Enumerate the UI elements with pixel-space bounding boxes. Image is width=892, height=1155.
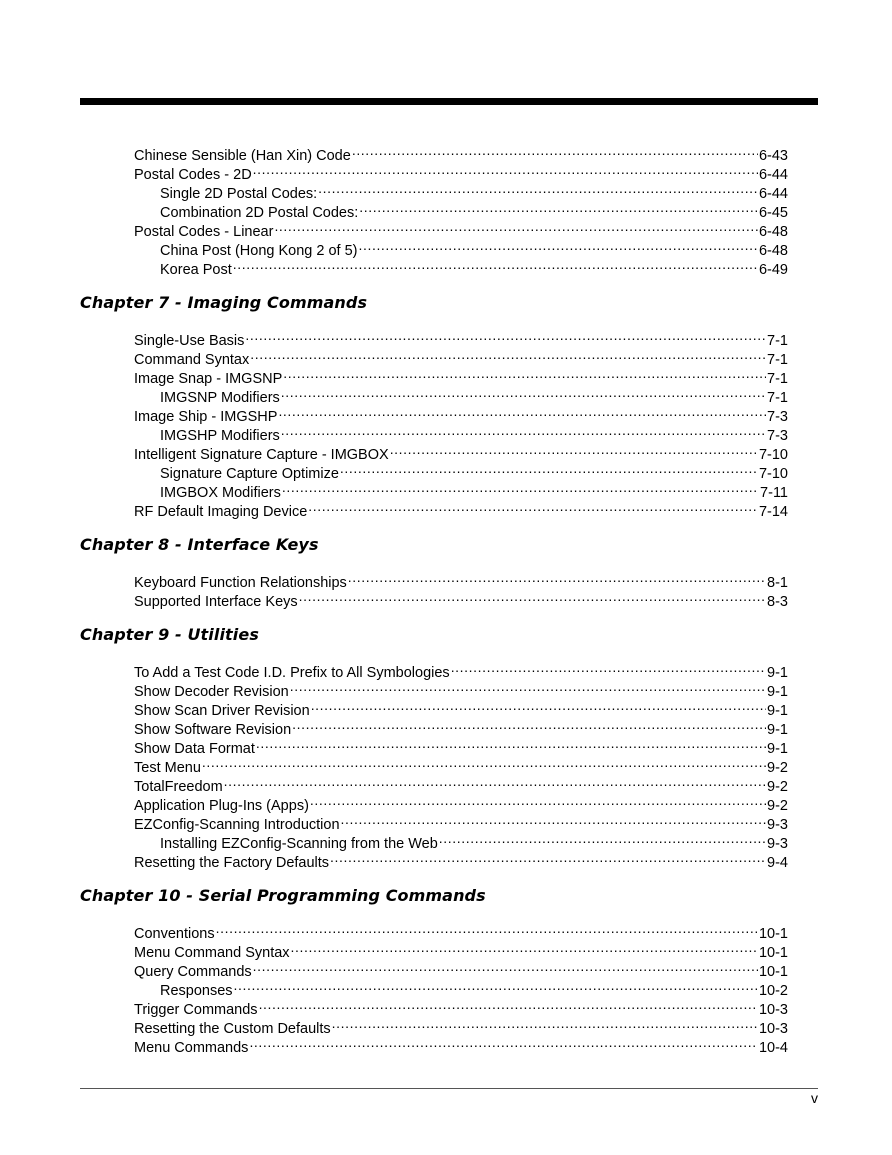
toc-entry-page: 7-10 <box>758 466 788 482</box>
dot-leader <box>439 829 766 848</box>
header-rule <box>80 98 818 105</box>
toc-section <box>80 620 788 871</box>
toc-entry-page: 7-11 <box>760 485 788 501</box>
toc-entry-title: Menu Command Syntax <box>134 945 290 961</box>
toc-entry-title: Application Plug-Ins (Apps) <box>134 798 309 814</box>
dot-leader <box>281 383 766 402</box>
toc-entry-title: Signature Capture Optimize <box>160 466 339 482</box>
toc-entry-title: Image Snap - IMGSNP <box>134 371 283 387</box>
dot-leader <box>233 255 758 274</box>
toc-entry-page: 7-3 <box>767 409 788 425</box>
toc-entry-title: Intelligent Signature Capture - IMGBOX <box>134 447 389 463</box>
toc-entry-title: Installing EZConfig-Scanning from the Web <box>160 836 438 852</box>
dot-leader <box>274 217 758 236</box>
dot-leader <box>253 957 758 976</box>
toc-entry-page: 9-2 <box>767 779 788 795</box>
toc-entry-page: 9-1 <box>767 722 788 738</box>
toc-entry-page: 7-3 <box>767 428 788 444</box>
dot-leader <box>359 198 758 217</box>
toc-entry-page: 10-3 <box>758 1021 788 1037</box>
toc-entry-title: Resetting the Factory Defaults <box>134 855 330 871</box>
dot-leader <box>282 478 759 497</box>
toc-entry-title: Responses <box>160 983 233 999</box>
toc-entry-page: 9-2 <box>767 760 788 776</box>
toc-entry-title: Combination 2D Postal Codes: <box>160 205 359 221</box>
toc-entry-title: RF Default Imaging Device <box>134 504 308 520</box>
toc-entry-title: Test Menu <box>134 760 201 776</box>
toc-entry-title: Trigger Commands <box>134 1002 258 1018</box>
dot-leader <box>311 696 766 715</box>
dot-leader <box>283 364 766 383</box>
toc-entry-title: Query Commands <box>134 964 252 980</box>
dot-leader <box>390 440 758 459</box>
toc-entry-title: Show Scan Driver Revision <box>134 703 310 719</box>
toc-entry-title: Supported Interface Keys <box>134 594 298 610</box>
dot-leader <box>348 568 766 587</box>
toc-entry-title: TotalFreedom <box>134 779 223 795</box>
toc-section <box>80 530 788 610</box>
toc-entry-page: 10-4 <box>758 1040 788 1056</box>
dot-leader <box>299 587 766 606</box>
toc-entry-title: Conventions <box>134 926 215 942</box>
toc-entry-page: 9-2 <box>767 798 788 814</box>
page-number: v <box>811 1090 818 1106</box>
toc-entry-title: IMGSHP Modifiers <box>160 428 280 444</box>
dot-leader <box>318 179 758 198</box>
toc-entry-page: 7-1 <box>767 333 788 349</box>
toc-entry-title: IMGSNP Modifiers <box>160 390 280 406</box>
toc-entry-title: Keyboard Function Relationships <box>134 575 347 591</box>
toc-entry-title: Postal Codes - Linear <box>134 224 274 240</box>
toc-entry-page: 6-44 <box>758 167 788 183</box>
toc-entry-page: 8-1 <box>767 575 788 591</box>
dot-leader <box>358 236 757 255</box>
dot-leader <box>245 326 766 345</box>
dot-leader <box>278 402 766 421</box>
toc-entry-title: To Add a Test Code I.D. Prefix to All Symbologies <box>134 665 450 681</box>
table-of-contents <box>80 141 788 1056</box>
toc-entry-title: Image Ship - IMGSHP <box>134 409 278 425</box>
toc-entry-page: 7-1 <box>767 371 788 387</box>
toc-entry-title: Single 2D Postal Codes: <box>160 186 318 202</box>
dot-leader <box>310 791 766 810</box>
toc-entry-title: Korea Post <box>160 262 232 278</box>
dot-leader <box>330 848 766 867</box>
toc-entry-page: 6-44 <box>758 186 788 202</box>
toc-entry-title: IMGBOX Modifiers <box>160 485 281 501</box>
toc-entry-page: 7-1 <box>767 390 788 406</box>
dot-leader <box>234 976 758 995</box>
toc-entry-page: 9-3 <box>767 817 788 833</box>
toc-entry-page: 10-1 <box>758 926 788 942</box>
toc-entry-page: 9-1 <box>767 703 788 719</box>
toc-entry-title: Resetting the Custom Defaults <box>134 1021 331 1037</box>
toc-entry-title: Single-Use Basis <box>134 333 245 349</box>
toc-section <box>80 881 788 1056</box>
dot-leader <box>250 345 766 364</box>
toc-entry-page: 6-48 <box>758 243 788 259</box>
toc-entry[interactable] <box>80 141 788 164</box>
chapter-heading: Chapter 9 - Utilities <box>80 625 259 644</box>
toc-entry-page: 6-45 <box>758 205 788 221</box>
toc-entry-page: 9-4 <box>767 855 788 871</box>
toc-entry-page: 9-1 <box>767 684 788 700</box>
toc-entry-title: Command Syntax <box>134 352 250 368</box>
chapter-heading: Chapter 8 - Interface Keys <box>80 535 319 554</box>
dot-leader <box>341 810 766 829</box>
toc-section <box>80 288 788 520</box>
dot-leader <box>253 160 758 179</box>
dot-leader <box>332 1014 758 1033</box>
toc-entry[interactable] <box>80 919 788 942</box>
toc-entry-page: 7-14 <box>758 504 788 520</box>
toc-entry-title: Show Software Revision <box>134 722 292 738</box>
toc-entry-title: Chinese Sensible (Han Xin) Code <box>134 148 351 164</box>
toc-entry[interactable] <box>80 326 788 349</box>
toc-entry-page: 8-3 <box>767 594 788 610</box>
toc-entry-page: 10-2 <box>758 983 788 999</box>
toc-entry-title: Postal Codes - 2D <box>134 167 252 183</box>
toc-entry-page: 6-43 <box>758 148 788 164</box>
toc-entry-title: Show Data Format <box>134 741 255 757</box>
toc-entry-page: 10-1 <box>758 964 788 980</box>
toc-entry[interactable] <box>80 568 788 591</box>
chapter-heading: Chapter 10 - Serial Programming Commands <box>80 886 486 905</box>
dot-leader <box>291 938 758 957</box>
toc-entry-page: 10-1 <box>758 945 788 961</box>
dot-leader <box>281 421 766 440</box>
toc-entry-title: EZConfig-Scanning Introduction <box>134 817 340 833</box>
toc-section <box>80 141 788 278</box>
chapter-heading: Chapter 7 - Imaging Commands <box>80 293 368 312</box>
toc-entry-page: 7-1 <box>767 352 788 368</box>
dot-leader <box>249 1033 758 1052</box>
dot-leader <box>352 141 758 160</box>
dot-leader <box>202 753 766 772</box>
dot-leader <box>308 497 758 516</box>
toc-entry-page: 6-49 <box>758 262 788 278</box>
toc-entry-page: 10-3 <box>758 1002 788 1018</box>
toc-entry-title: Menu Commands <box>134 1040 249 1056</box>
dot-leader <box>290 677 766 696</box>
toc-entry[interactable] <box>80 658 788 681</box>
dot-leader <box>451 658 766 677</box>
toc-entry-page: 9-1 <box>767 665 788 681</box>
dot-leader <box>224 772 766 791</box>
dot-leader <box>216 919 758 938</box>
toc-entry-page: 7-10 <box>758 447 788 463</box>
toc-entry-title: China Post (Hong Kong 2 of 5) <box>160 243 358 259</box>
dot-leader <box>292 715 766 734</box>
toc-entry-page: 9-1 <box>767 741 788 757</box>
toc-entry-page: 6-48 <box>758 224 788 240</box>
toc-entry-title: Show Decoder Revision <box>134 684 289 700</box>
toc-entry-page: 9-3 <box>767 836 788 852</box>
dot-leader <box>340 459 758 478</box>
footer-rule <box>80 1088 818 1089</box>
dot-leader <box>256 734 766 753</box>
dot-leader <box>259 995 758 1014</box>
